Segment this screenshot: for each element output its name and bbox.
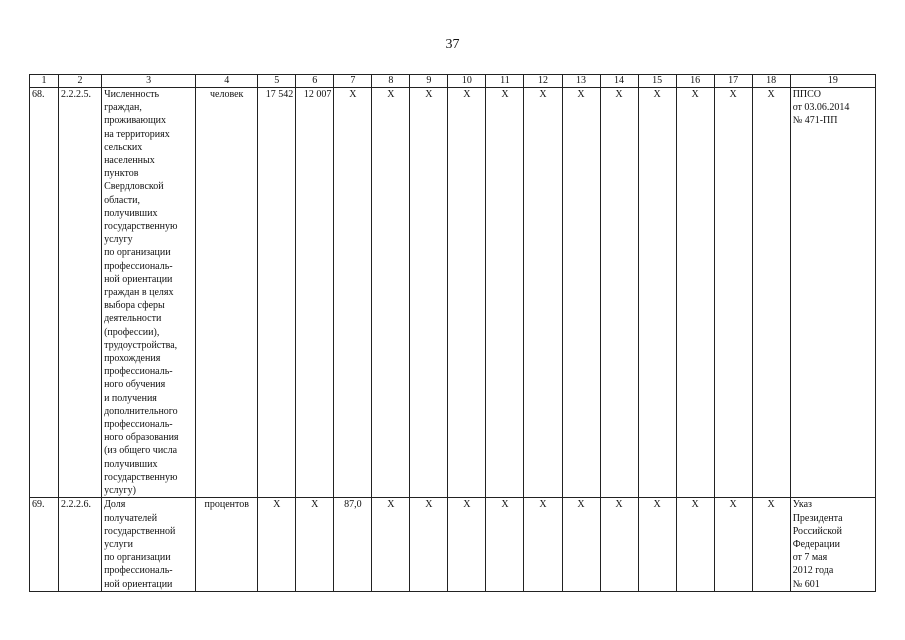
row-code: 2.2.2.5. xyxy=(59,88,102,498)
value-cell: X xyxy=(600,498,638,591)
header-cell: 18 xyxy=(752,75,790,88)
header-cell: 14 xyxy=(600,75,638,88)
column-number-row xyxy=(30,75,876,88)
value-cell: X xyxy=(714,88,752,498)
value-cell: X xyxy=(524,88,562,498)
value-cell: X xyxy=(638,88,676,498)
value-cell: X xyxy=(562,88,600,498)
value-cell: X xyxy=(410,88,448,498)
table-row xyxy=(30,498,876,591)
value-cell: X xyxy=(372,498,410,591)
header-cell: 16 xyxy=(676,75,714,88)
value-cell: 17 542 xyxy=(258,88,296,498)
row-number: 68. xyxy=(30,88,59,498)
unit-cell: процентов xyxy=(196,498,258,591)
header-cell: 13 xyxy=(562,75,600,88)
value-cell: X xyxy=(676,88,714,498)
value-cell: X xyxy=(676,498,714,591)
row-number: 69. xyxy=(30,498,59,591)
header-cell: 7 xyxy=(334,75,372,88)
indicator-name: Численность граждан, проживающих на территориях сельских населенных пунктов Свердловской области, получивших государственную услугу по организации профессиональ- ной ориентации граждан в целях выбора сферы деятельности (профессии), трудоустройства, прохождения профессиональ- ного обучения и получения дополнительного профессиональ- ного образования (из общего числа получивших государственную услугу) xyxy=(102,88,196,498)
indicators-table xyxy=(29,74,876,592)
header-cell: 2 xyxy=(59,75,102,88)
value-cell: X xyxy=(714,498,752,591)
value-cell: X xyxy=(638,498,676,591)
value-cell: X xyxy=(562,498,600,591)
value-cell: 12 007 xyxy=(296,88,334,498)
value-cell: X xyxy=(448,498,486,591)
header-cell: 1 xyxy=(30,75,59,88)
header-cell: 15 xyxy=(638,75,676,88)
value-cell: X xyxy=(410,498,448,591)
header-cell: 3 xyxy=(102,75,196,88)
header-cell: 19 xyxy=(790,75,875,88)
value-cell: X xyxy=(448,88,486,498)
source-document: Указ Президента Российской Федерации от 7 мая 2012 года № 601 xyxy=(790,498,875,591)
value-cell: X xyxy=(258,498,296,591)
page-number: 37 xyxy=(445,37,460,52)
header-cell: 4 xyxy=(196,75,258,88)
row-code: 2.2.2.6. xyxy=(59,498,102,591)
table-row xyxy=(30,88,876,498)
value-cell: X xyxy=(334,88,372,498)
value-cell: X xyxy=(600,88,638,498)
value-cell: X xyxy=(524,498,562,591)
value-cell: 87,0 xyxy=(334,498,372,591)
header-cell: 9 xyxy=(410,75,448,88)
header-cell: 12 xyxy=(524,75,562,88)
indicator-name: Доля получателей государственной услуги по организации профессиональ- ной ориентации xyxy=(102,498,196,591)
header-cell: 17 xyxy=(714,75,752,88)
header-cell: 10 xyxy=(448,75,486,88)
header-cell: 11 xyxy=(486,75,524,88)
header-cell: 8 xyxy=(372,75,410,88)
value-cell: X xyxy=(752,498,790,591)
value-cell: X xyxy=(486,88,524,498)
header-cell: 6 xyxy=(296,75,334,88)
value-cell: X xyxy=(486,498,524,591)
unit-cell: человек xyxy=(196,88,258,498)
value-cell: X xyxy=(296,498,334,591)
source-document: ППСО от 03.06.2014 № 471-ПП xyxy=(790,88,875,498)
header-cell: 5 xyxy=(258,75,296,88)
value-cell: X xyxy=(372,88,410,498)
value-cell: X xyxy=(752,88,790,498)
